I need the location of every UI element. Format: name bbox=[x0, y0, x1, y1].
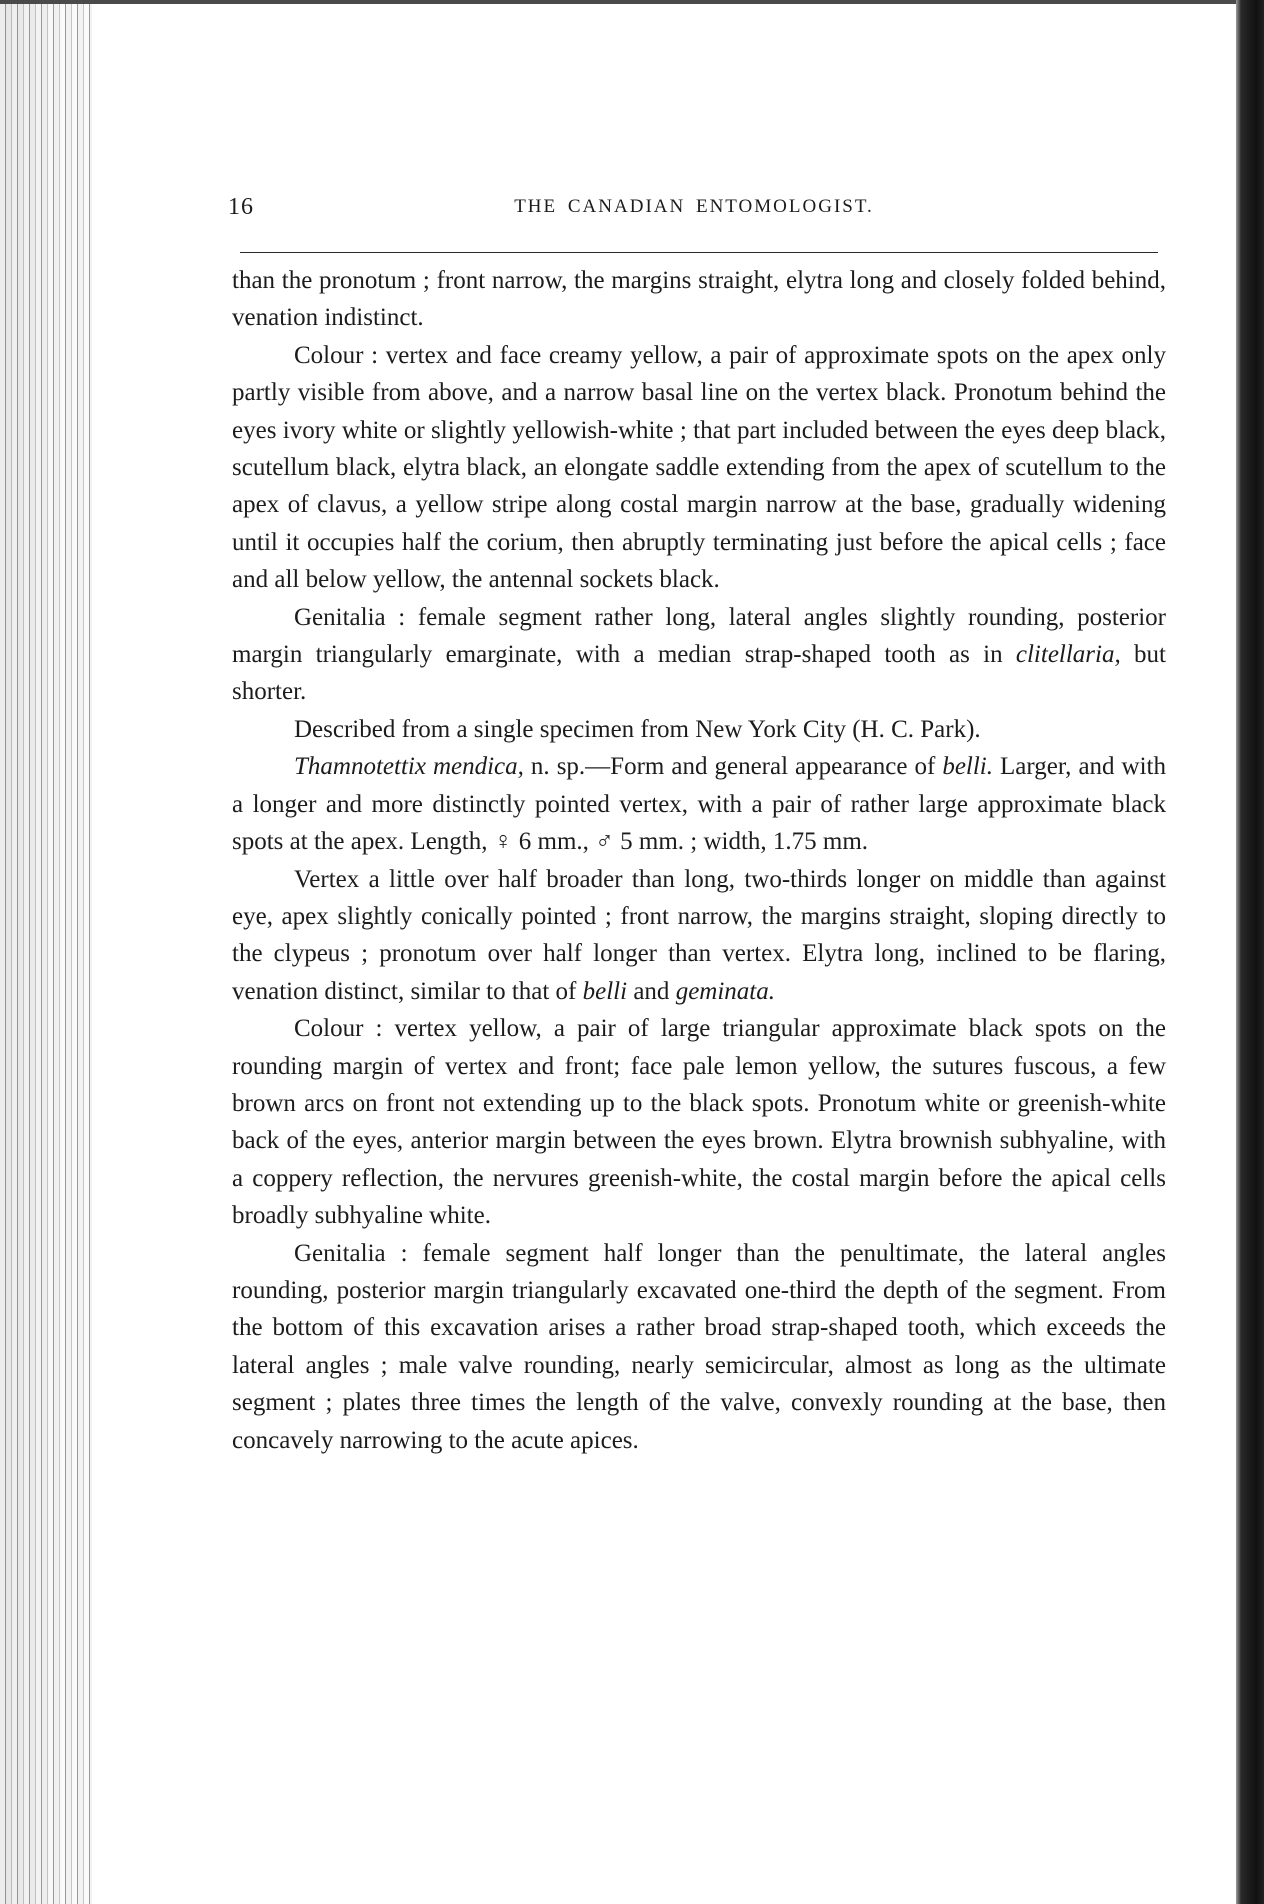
paragraph bbox=[232, 337, 1166, 599]
text-run: Colour : vertex and face creamy yellow, a pair of approximate spots on the apex only partly visible from above, and a narrow basal line on the vertex black. Pronotum behind the eyes ivory white or slightly yellowish-white ; that part included between the eyes deep black, scutellum black, elytra black, an elongate saddle extending from the apex of scutellum to the apex of clavus, a yellow stripe along costal margin narrow at the base, gradually widening until it occupies half the corium, then abruptly terminating just before the apical cells ; face and all below yellow, the antennal sockets black. bbox=[232, 341, 1166, 594]
text-run: but shorter. bbox=[232, 641, 1166, 706]
paragraph bbox=[232, 262, 1166, 337]
binding-shadow bbox=[0, 0, 92, 1904]
italic-term: Thamnotettix mendica, bbox=[294, 753, 524, 781]
italic-term: geminata. bbox=[675, 977, 775, 1005]
italic-term: belli bbox=[582, 977, 628, 1005]
text-run: n. sp.—Form and general appearance of bbox=[523, 753, 943, 781]
paragraph bbox=[232, 748, 1166, 860]
text-run: Larger, and with a longer and more distinctly pointed vertex, with a pair of rather large approximate black spots at the apex. Length, ♀ 6 mm., ♂ 5 mm. ; width, 1.75 mm. bbox=[232, 753, 1166, 856]
paragraph bbox=[232, 711, 1166, 748]
text-run: and bbox=[627, 977, 676, 1005]
article-body bbox=[232, 262, 1166, 1459]
page-number: 16 bbox=[228, 194, 254, 220]
paragraph bbox=[232, 1010, 1166, 1234]
text-run: Genitalia : female segment half longer than the penultimate, the lateral angles rounding, posterior margin triangularly excavated one-third the depth of the segment. From the bottom of this excavation arises a rather broad strap-shaped tooth, which exceeds the lateral angles ; male valve rounding, nearly semicircular, almost as long as the ultimate segment ; plates three times the length of the valve, convexly rounding at the base, then concavely narrowing to the acute apices. bbox=[232, 1239, 1166, 1454]
text-run: Described from a single specimen from New York City (H. C. Park). bbox=[294, 715, 981, 743]
page-header bbox=[228, 194, 1160, 234]
text-run: than the pronotum ; front narrow, the margins straight, elytra long and closely folded behind, venation indistinct. bbox=[232, 267, 1166, 332]
paragraph bbox=[232, 861, 1166, 1011]
header-rule bbox=[240, 252, 1158, 253]
scan-top-edge bbox=[0, 0, 1264, 4]
text-run: Vertex a little over half broader than long, two-thirds longer on middle than against eye, apex slightly conically pointed ; front narrow, the margins straight, sloping directly to the clypeus ; pronotum over half longer than vertex. Elytra long, inclined to be flaring, venation distinct, similar to that of bbox=[232, 865, 1166, 1005]
paragraph bbox=[232, 1235, 1166, 1459]
scan-right-edge bbox=[1236, 0, 1264, 1904]
paragraph bbox=[232, 599, 1166, 711]
text-run: Genitalia : female segment rather long, lateral angles slightly rounding, posterior margin triangularly emarginate, with a median strap-shaped tooth as in bbox=[232, 603, 1166, 669]
running-title: THE CANADIAN ENTOMOLOGIST. bbox=[514, 196, 874, 217]
text-run: Colour : vertex yellow, a pair of large triangular approximate black spots on the rounding margin of vertex and front; face pale lemon yellow, the sutures fuscous, a few brown arcs on front not extending up to the black spots. Pronotum white or greenish-white back of the eyes, anterior margin between the eyes brown. Elytra brownish subhyaline, with a coppery reflection, the nervures greenish-white, the costal margin before the apical cells broadly subhyaline white. bbox=[232, 1015, 1166, 1230]
italic-term: clitellaria, bbox=[1015, 641, 1121, 669]
italic-term: belli. bbox=[942, 753, 993, 781]
